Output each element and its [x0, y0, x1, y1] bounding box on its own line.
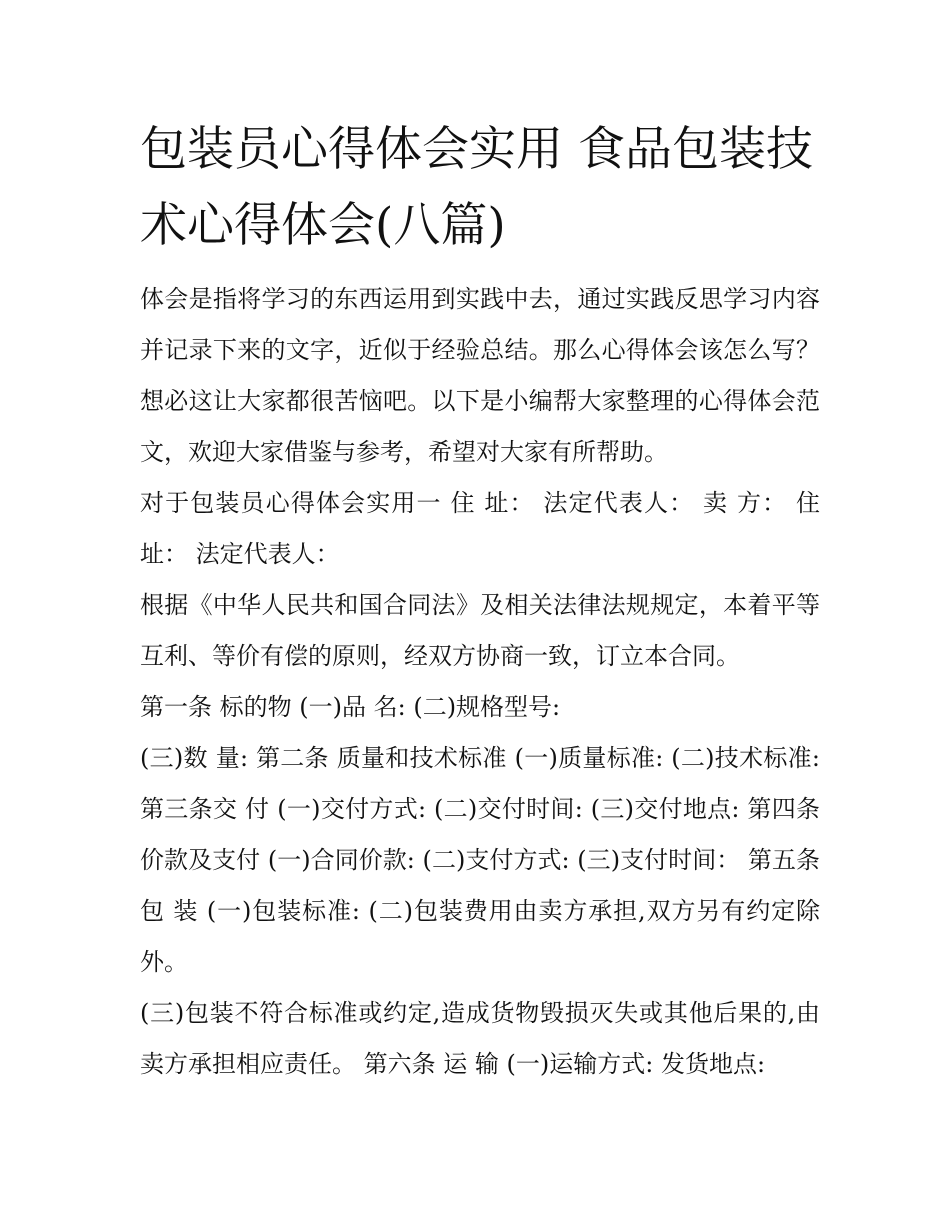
document-title: 包装员心得体会实用 食品包装技术心得体会(八篇)	[140, 122, 813, 253]
paragraph-parties: 对于包装员心得体会实用一 住 址： 法定代表人： 卖 方： 住址： 法定代表人：	[140, 489, 820, 568]
paragraph-article-6: (三)包装不符合标准或约定,造成货物毁损灭失或其他后果的,由卖方承担相应责任。 第六条 运 输 (一)运输方式: 发货地点:	[140, 999, 820, 1078]
paragraph-legal-basis: 根据《中华人民共和国合同法》及相关法律法规规定，本着平等互利、等价有偿的原则，经双方协商一致，订立本合同。	[140, 591, 820, 670]
paragraph-intro: 体会是指将学习的东西运用到实践中去，通过实践反思学习内容并记录下来的文字，近似于经验总结。那么心得体会该怎么写？想必这让大家都很苦恼吧。以下是小编帮大家整理的心得体会范文，欢迎大家借鉴与参考，希望对大家有所帮助。	[140, 285, 820, 466]
paragraph-articles-2-5: (三)数 量: 第二条 质量和技术标准 (一)质量标准: (二)技术标准: 第三条交 付 (一)交付方式: (二)交付时间: (三)交付地点: 第四条价款及支付 (一)合同价款: (二)支付方式: (三)支付时间： 第五条 包 装 (一)包装标准: (二)包装费用由卖方承担,双方另有约定除外。	[140, 744, 820, 976]
document-page	[140, 112, 820, 1090]
paragraph-article-1: 第一条 标的物 (一)品 名: (二)规格型号:	[140, 693, 561, 721]
